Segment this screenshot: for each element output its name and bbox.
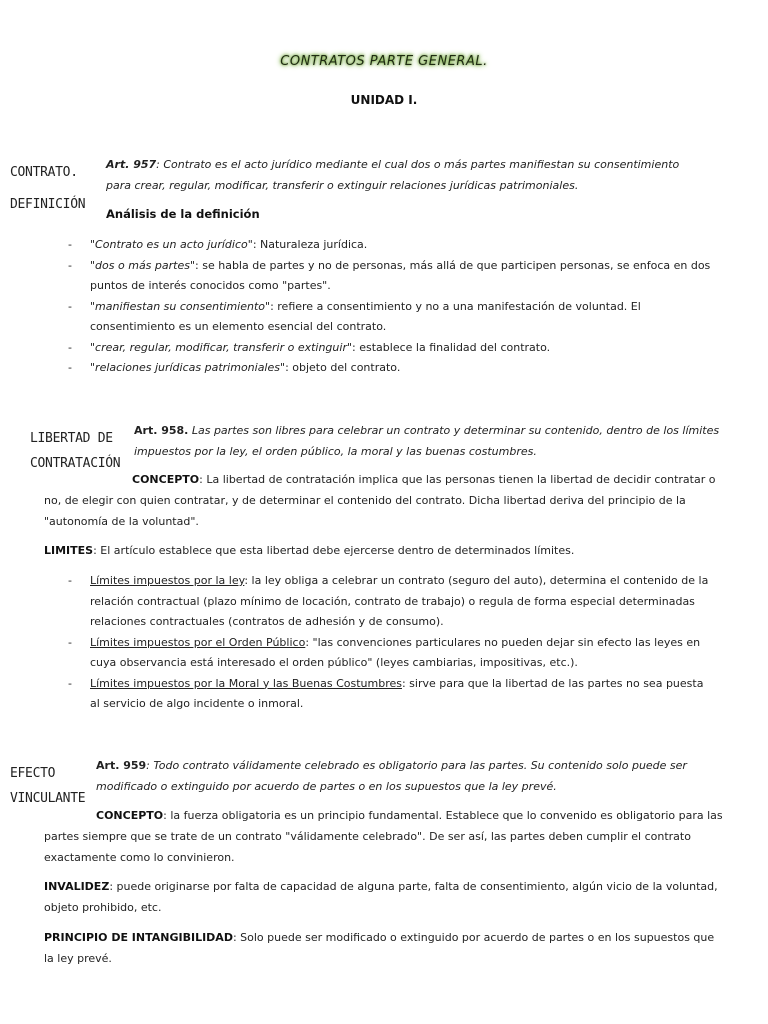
list-item: - "relaciones jurídicas patrimoniales": objeto del contrato. [68,361,401,374]
limites-list [68,571,715,715]
concepto-text: : la fuerza obligatoria es un principio fundamental. Establece que lo convenido es obligatorio para las partes siempre que se trate de un contrato "válidamente celebrado". De ser así, las partes deben cumplir el contrato exactamente como lo convinieron. [44,809,723,864]
concepto-libertad [44,469,724,532]
invalidez-text: : puede originarse por falta de capacidad de alguna parte, falta de consentimiento, algún vicio de la voluntad, objeto prohibido, etc. [44,880,718,914]
list-item: - "crear, regular, modificar, transferir o extinguir": establece la finalidad del contrato. [68,340,551,354]
concepto-label: CONCEPTO [96,809,164,822]
intangibilidad-paragraph [44,927,724,969]
side-label-line: DEFINICIÓN [10,197,86,212]
invalidez-label: INVALIDEZ [44,880,110,893]
unit-heading: UNIDAD I. [350,93,418,107]
list-item: - "Contrato es un acto jurídico": Naturaleza jurídica. [68,238,368,251]
side-label-line: LIBERTAD DE [30,431,113,446]
concepto-efecto [44,805,728,868]
list-item: - Límites impuestos por la ley: la ley obliga a celebrar un contrato (seguro del auto), determina el contenido de la relación contractual (plazo mínimo de locación, contrato de trabajo) o regula de forma especial determinadas relaciones contractuales (contratos de adhesión y de consumo). [68,574,709,628]
limites-text: : El artículo establece que esta libertad debe ejercerse dentro de determinados límites. [93,544,575,557]
article-number: Art. 959 [96,759,147,772]
intangibilidad-label: PRINCIPIO DE INTANGIBILIDAD [44,931,233,944]
list-item: - "dos o más partes": se habla de partes y no de personas, más allá de que participen personas, se enfoca en dos puntos de interés conocidos como "partes". [68,258,711,292]
list-item: - "manifiestan su consentimiento": refiere a consentimiento y no a una manifestación de voluntad. El consentimiento es un elemento esencial del contrato. [68,299,641,333]
article-text: Las partes son libres para celebrar un contrato y determinar su contenido, dentro de los límites impuestos por la ley, el orden público, la moral y las buenas costumbres. [134,424,720,458]
definition-analysis-list [68,235,715,379]
side-label-efecto [10,761,85,811]
article-957 [106,154,706,196]
document-title-wrap [0,50,768,71]
document-title: CONTRATOS PARTE GENERAL. [280,54,488,69]
article-number: Art. 958. [134,424,189,437]
list-item: - Límites impuestos por la Moral y las Buenas Costumbres: sirve para que la libertad de las partes no sea puesta al servicio de algo incidente o inmoral. [68,676,704,710]
limites-label: LIMITES [44,544,94,557]
article-959 [96,755,716,797]
concepto-text: : La libertad de contratación implica que las personas tienen la libertad de decidir contratar o no, de elegir con quien contratar, y de determinar el contenido del contrato. Dicha libertad deriva del principio de la "autonomía de la voluntad". [44,473,716,528]
side-label-line: CONTRATO. [10,165,78,180]
article-text: : Contrato es el acto jurídico mediante el cual dos o más partes manifiestan su consentimiento para crear, regular, modificar, transferir o extinguir relaciones jurídicas patrimoniales. [106,158,680,192]
concepto-label: CONCEPTO [132,473,200,486]
invalidez-paragraph [44,876,724,918]
side-label-line: CONTRATACIÓN [30,456,121,471]
limites-paragraph [44,540,724,561]
list-item: - Límites impuestos por el Orden Público: "las convenciones particulares no pueden dejar sin efecto las leyes en cuya observancia está interesado el orden público" (leyes cambiarias, impositivas, etc.). [68,635,701,669]
side-label-line: EFECTO [10,766,56,781]
analysis-heading: Análisis de la definición [106,207,260,221]
side-label-line: VINCULANTE [10,791,86,806]
article-number: Art. 957 [106,158,157,171]
side-label-contrato [10,160,85,217]
intangibilidad-text: : Solo puede ser modificado o extinguido por acuerdo de partes o en los supuestos que la ley prevé. [44,931,715,965]
article-958 [134,420,724,462]
article-text: : Todo contrato válidamente celebrado es obligatorio para las partes. Su contenido solo puede ser modificado o extinguido por acuerdo de partes o en los supuestos que la ley prevé. [96,759,687,793]
